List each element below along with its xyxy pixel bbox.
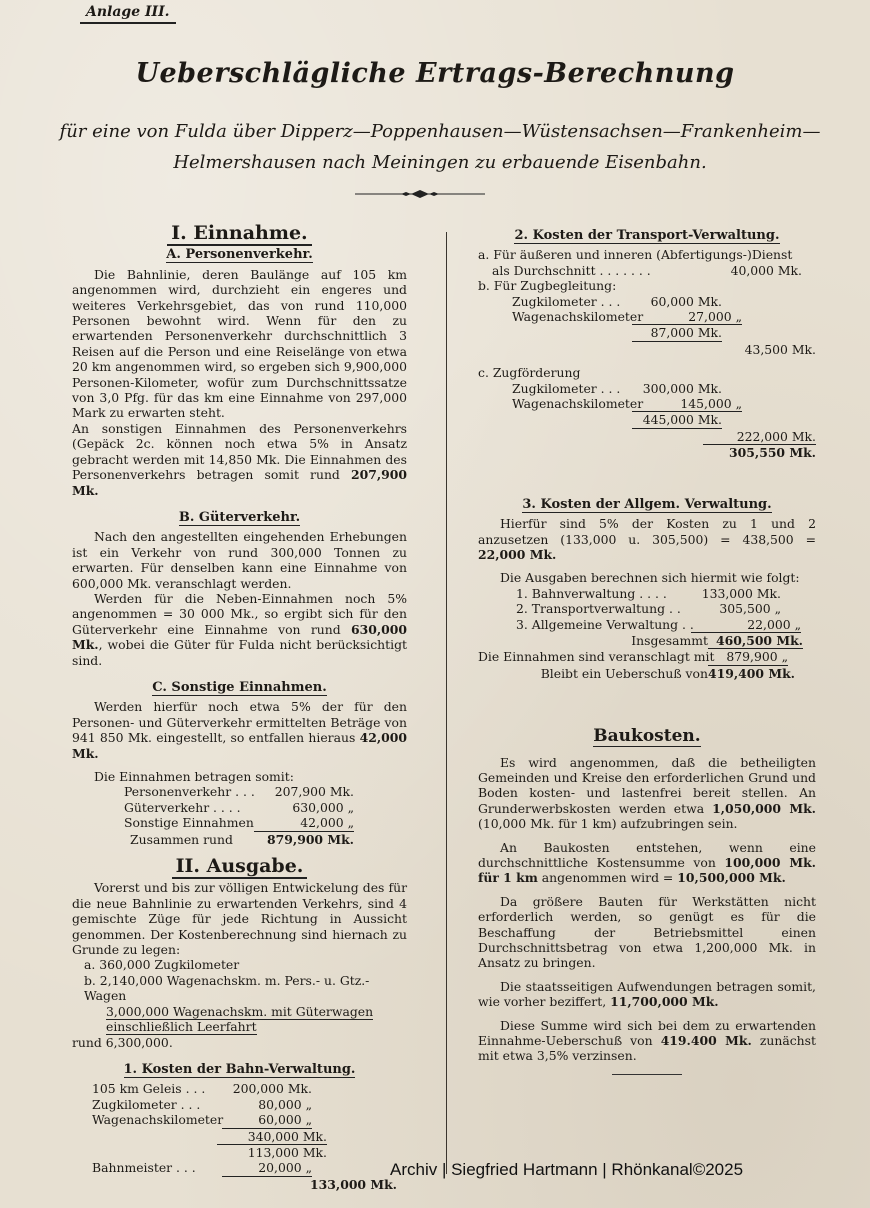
ausgabe-list-total: rund 6,300,000. bbox=[72, 1034, 173, 1050]
transport-b-half: 43,500 Mk. bbox=[744, 341, 816, 357]
gueterverkehr-text-1: Nach den angestellten eingehenden Erhebungen ist ein Verkehr von rund 300,000 Tonnen zu erwarten. Für denselben kann eine Einnahme von 600,000 Mk. veranschlagt werden. bbox=[72, 529, 407, 591]
einnahmen-summary bbox=[72, 784, 354, 847]
table-row: Wagenachskilometer 145,000 „ bbox=[512, 396, 742, 412]
baukosten-text-3: Da größere Bauten für Werkstätten nicht erforderlich werden, so genügt es für die Beschaffung der Betriebsmittel einen Durchschnittsbetrag von etwa 1,200,000 Mk. in Ansatz zu bringen. bbox=[478, 893, 816, 971]
summary-row: Personenverkehr . . . 207,900 Mk. bbox=[124, 784, 354, 800]
gueterverkehr-heading: B. Güterverkehr. bbox=[178, 509, 301, 525]
archive-watermark: Archiv | Siegfried Hartmann | Rhönkanal©2025 bbox=[390, 1160, 744, 1179]
ornament-divider bbox=[355, 190, 485, 198]
table-subtotal: 87,000 Mk. bbox=[512, 325, 816, 341]
baukosten-text-1: Es wird angenommen, daß die betheiligten Gemeinden und Kreise den erforderlichen Grund und Boden kosten- und lastenfrei bereit stellen. An Grunderwerbskosten werden etwa 1,050,000 Mk. (10,000 Mk. für 1 km) aufzubringen sein. bbox=[478, 754, 816, 832]
ausgabe-list-a: a. 360,000 Zugkilometer bbox=[84, 957, 240, 973]
allgemeine-verwaltung-heading: 3. Kosten der Allgem. Verwaltung. bbox=[522, 496, 772, 512]
right-column bbox=[478, 222, 816, 1075]
einnahme-heading: I. Einnahme. bbox=[72, 226, 407, 241]
table-subtotal: 113,000 Mk. bbox=[247, 1144, 327, 1160]
column-divider bbox=[446, 232, 447, 1174]
personenverkehr-text-1: Die Bahnlinie, deren Baulänge auf 105 km angenommen wird, durchzieht ein engeres und weiteres Verkehrsgebiet, das von rund 110,000 Personen bewohnt wird. Wenn für den zu erwartenden Personenverkehr durchschnittlich 3 Reisen auf die Person und eine Reiselänge von etwa 20 km angenommen wird, so ergeben sich 9,900,000 Personen-Kilometer, wofür zum Durchschnittssatze von 3,0 Pfg. für das km eine Einnahme von 297,000 Mark zu erwarten steht. bbox=[72, 266, 407, 421]
gueterverkehr-text-2: Werden für die Neben-Einnahmen noch 5% angenommen = 30 000 Mk., so ergibt sich für den Güterverkehr eine Einnahme von rund 630,000 Mk., wobei die Güter für Fulda nicht berücksichtigt sind. bbox=[72, 590, 407, 668]
appendix-label: Anlage III. bbox=[80, 4, 176, 24]
table-subtotal: 445,000 Mk. bbox=[512, 412, 816, 428]
table-row: 1. Bahnverwaltung . . . . 133,000 Mk. bbox=[516, 585, 781, 601]
transport-a-line2: als Durchschnitt . . . . . . . 40,000 Mk. bbox=[492, 262, 802, 278]
transport-a-line1: a. Für äußeren und inneren (Abfertigungs-)Dienst bbox=[478, 247, 793, 263]
sonstige-heading: C. Sonstige Einnahmen. bbox=[152, 679, 327, 695]
table-row: Zugkilometer . . . 300,000 Mk. bbox=[512, 380, 722, 396]
page-title: Ueberschlägliche Ertrags-Berechnung bbox=[135, 58, 735, 89]
summary-row: Sonstige Einnahmen 42,000 „ bbox=[124, 815, 354, 831]
ausgaben-table bbox=[478, 586, 816, 633]
transport-b-table bbox=[478, 294, 816, 342]
left-column bbox=[72, 222, 407, 1192]
summary-total: Zusammen rund 879,900 Mk. bbox=[130, 831, 354, 847]
table-row: Zugkilometer . . . 60,000 Mk. bbox=[512, 293, 722, 309]
table-subtotal: 340,000 Mk. bbox=[92, 1129, 407, 1145]
personenverkehr-heading: A. Personenverkehr. bbox=[166, 247, 313, 263]
ausgabe-text: Vorerst und bis zur völligen Entwickelung des für die neue Bahnlinie zu erwartenden Verkehrs, sind 4 gemischte Züge für jede Richtung in Aussicht genommen. Der Kostenberechnung sind hiernach zu Grunde zu legen: bbox=[72, 880, 407, 958]
baukosten-text-4: Die staatsseitigen Aufwendungen betragen somit, wie vorher beziffert, 11,700,000 Mk. bbox=[478, 978, 816, 1010]
transportverwaltung-heading: 2. Kosten der Transport-Verwaltung. bbox=[514, 228, 780, 243]
insgesammt-row: Insgesammt 460,500 Mk. bbox=[631, 632, 803, 648]
transport-c-table bbox=[478, 381, 816, 429]
ausgabe-heading: II. Ausgabe. bbox=[72, 859, 407, 874]
einnahmen-summary-intro: Die Einnahmen betragen somit: bbox=[94, 769, 294, 784]
transport-b-label: b. Für Zugbegleitung: bbox=[478, 278, 617, 294]
ausgaben-intro: Die Ausgaben berechnen sich hiermit wie folgt: bbox=[500, 570, 800, 586]
baukosten-text-5: Diese Summe wird sich bei dem zu erwartenden Einnahme-Ueberschuß von 419.400 Mk. zunächst mit etwa 3,5% verzinsen. bbox=[478, 1017, 816, 1064]
subtitle-line-2: Helmershausen nach Meiningen zu erbauende Eisenbahn. bbox=[173, 152, 707, 173]
table-total: 133,000 Mk. bbox=[310, 1176, 397, 1192]
summary-row: Güterverkehr . . . . 630,000 „ bbox=[124, 799, 354, 815]
sonstige-text: Werden hierfür noch etwa 5% der für den Personen- und Güterverkehr ermittelten Beträge von 941 850 Mk. eingestellt, so entfallen hieraus 42,000 Mk. bbox=[72, 699, 407, 761]
page-subtitle bbox=[40, 116, 840, 178]
table-row: Wagenachskilometer 27,000 „ bbox=[512, 309, 742, 325]
einnahmen-row: Die Einnahmen sind veranschlagt mit 879,900 „ bbox=[478, 649, 788, 665]
table-row: Zugkilometer . . . 80,000 „ bbox=[92, 1096, 312, 1112]
table-row: 2. Transportverwaltung . . 305,500 „ bbox=[516, 601, 781, 617]
ausgabe-list-b2: 3,000,000 Wagenachskm. mit Güterwagen einschließlich Leerfahrt bbox=[106, 1003, 374, 1035]
transport-c-label: c. Zugförderung bbox=[478, 365, 581, 381]
table-row: 3. Allgemeine Verwaltung . . 22,000 „ bbox=[516, 616, 801, 632]
end-rule bbox=[612, 1074, 682, 1075]
allgemeine-text: Hierfür sind 5% der Kosten zu 1 und 2 anzusetzen (133,000 u. 305,500) = 438,500 = 22,000 Mk. bbox=[478, 516, 816, 562]
ueberschuss-row: Bleibt ein Ueberschuß von 419,400 Mk. bbox=[540, 665, 795, 681]
bahnverwaltung-table bbox=[72, 1081, 407, 1192]
ausgabe-list-b1: b. 2,140,000 Wagenachskm. m. Pers.- u. Gtz.-Wagen bbox=[84, 972, 370, 1004]
table-row: Wagenachskilometer 60,000 „ bbox=[92, 1112, 312, 1128]
baukosten-text-2: An Baukosten entstehen, wenn eine durchschnittliche Kostensumme von 100,000 Mk. für 1 km angenommen wird = 10,500,000 Mk. bbox=[478, 839, 816, 886]
subtitle-line-1: für eine von Fulda über Dipperz—Poppenhausen—Wüstensachsen—Frankenheim— bbox=[59, 121, 821, 142]
transport-total: 305,550 Mk. bbox=[729, 445, 816, 461]
baukosten-heading: Baukosten. bbox=[593, 726, 701, 747]
table-row: Bahnmeister . . . 20,000 „ bbox=[92, 1160, 312, 1176]
transport-c-half: 222,000 Mk. bbox=[478, 429, 816, 445]
bahnverwaltung-heading: 1. Kosten der Bahn-Verwaltung. bbox=[123, 1061, 356, 1077]
personenverkehr-text-2: An sonstigen Einnahmen des Personenverkehrs (Gepäck 2c. können noch etwa 5% in Ansatz gebracht werden mit 14,850 Mk. Die Einnahmen des Personenverkehrs betragen somit rund 207,900 Mk. bbox=[72, 420, 407, 498]
table-row: 105 km Geleis . . . 200,000 Mk. bbox=[92, 1081, 312, 1097]
